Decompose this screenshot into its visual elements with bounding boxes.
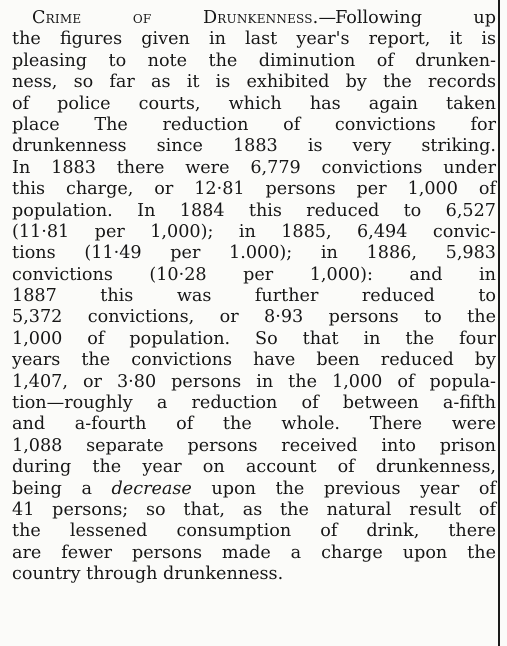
article-line-4: ness, so far as it is exhibited by the records (12, 72, 496, 93)
heading-dash: — (318, 8, 336, 28)
article-line-20: and a-fourth of the whole. There were (12, 414, 496, 435)
article-line-15: 5,372 convictions, or 8·93 persons to the (12, 307, 496, 328)
article-line-19: tion—roughly a reduction of between a-fifth (12, 393, 496, 414)
article-line-2: the figures given in last year's report, it is (12, 29, 496, 50)
article-line-8: In 1883 there were 6,779 convictions under (12, 157, 496, 178)
article-line-13: convictions (10·28 per 1,000): and in (12, 264, 496, 285)
article-line-3: pleasing to note the diminution of drunken- (12, 50, 496, 71)
article-line-11: (11·81 per 1,000); in 1885, 6,494 convic- (12, 221, 496, 242)
article-line-22: during the year on account of drunkenness, (12, 457, 496, 478)
article-line-7: drunkenness since 1883 is very striking. (12, 136, 496, 157)
column-rule (498, 0, 500, 646)
article-paragraph (12, 8, 496, 586)
article-line-16: 1,000 of population. So that in the four (12, 328, 496, 349)
article-text: Following up (335, 8, 496, 28)
article-text: upon the previous year of (211, 478, 496, 499)
article-line-24: 41 persons; so that, as the natural result of (12, 499, 496, 520)
article-line-17: years the convictions have been reduced by (12, 350, 496, 371)
article-line-18: 1,407, or 3·80 persons in the 1,000 of popula- (12, 371, 496, 392)
italic-word: decrease (111, 478, 192, 499)
article-line-1 (12, 8, 496, 29)
article-line-6: place The reduction of convictions for (12, 114, 496, 135)
article-heading: Crime of Drunkenness. (32, 8, 319, 28)
article-line-5: of police courts, which has again taken (12, 93, 496, 114)
article-line-14: 1887 this was further reduced to (12, 286, 496, 307)
article-line-27: country through drunkenness. (12, 564, 284, 585)
article-line-10: population. In 1884 this reduced to 6,527 (12, 200, 496, 221)
article-line-9: this charge, or 12·81 persons per 1,000 of (12, 179, 496, 200)
article-line-25: the lessened consumption of drink, there (12, 521, 496, 542)
article-line-21: 1,088 separate persons received into prison (12, 435, 496, 456)
article-line-12: tions (11·49 per 1.000); in 1886, 5,983 (12, 243, 496, 264)
article-text: being a (12, 478, 92, 499)
article-line-26: are fewer persons made a charge upon the (12, 542, 496, 563)
article-line-23 (12, 479, 496, 500)
